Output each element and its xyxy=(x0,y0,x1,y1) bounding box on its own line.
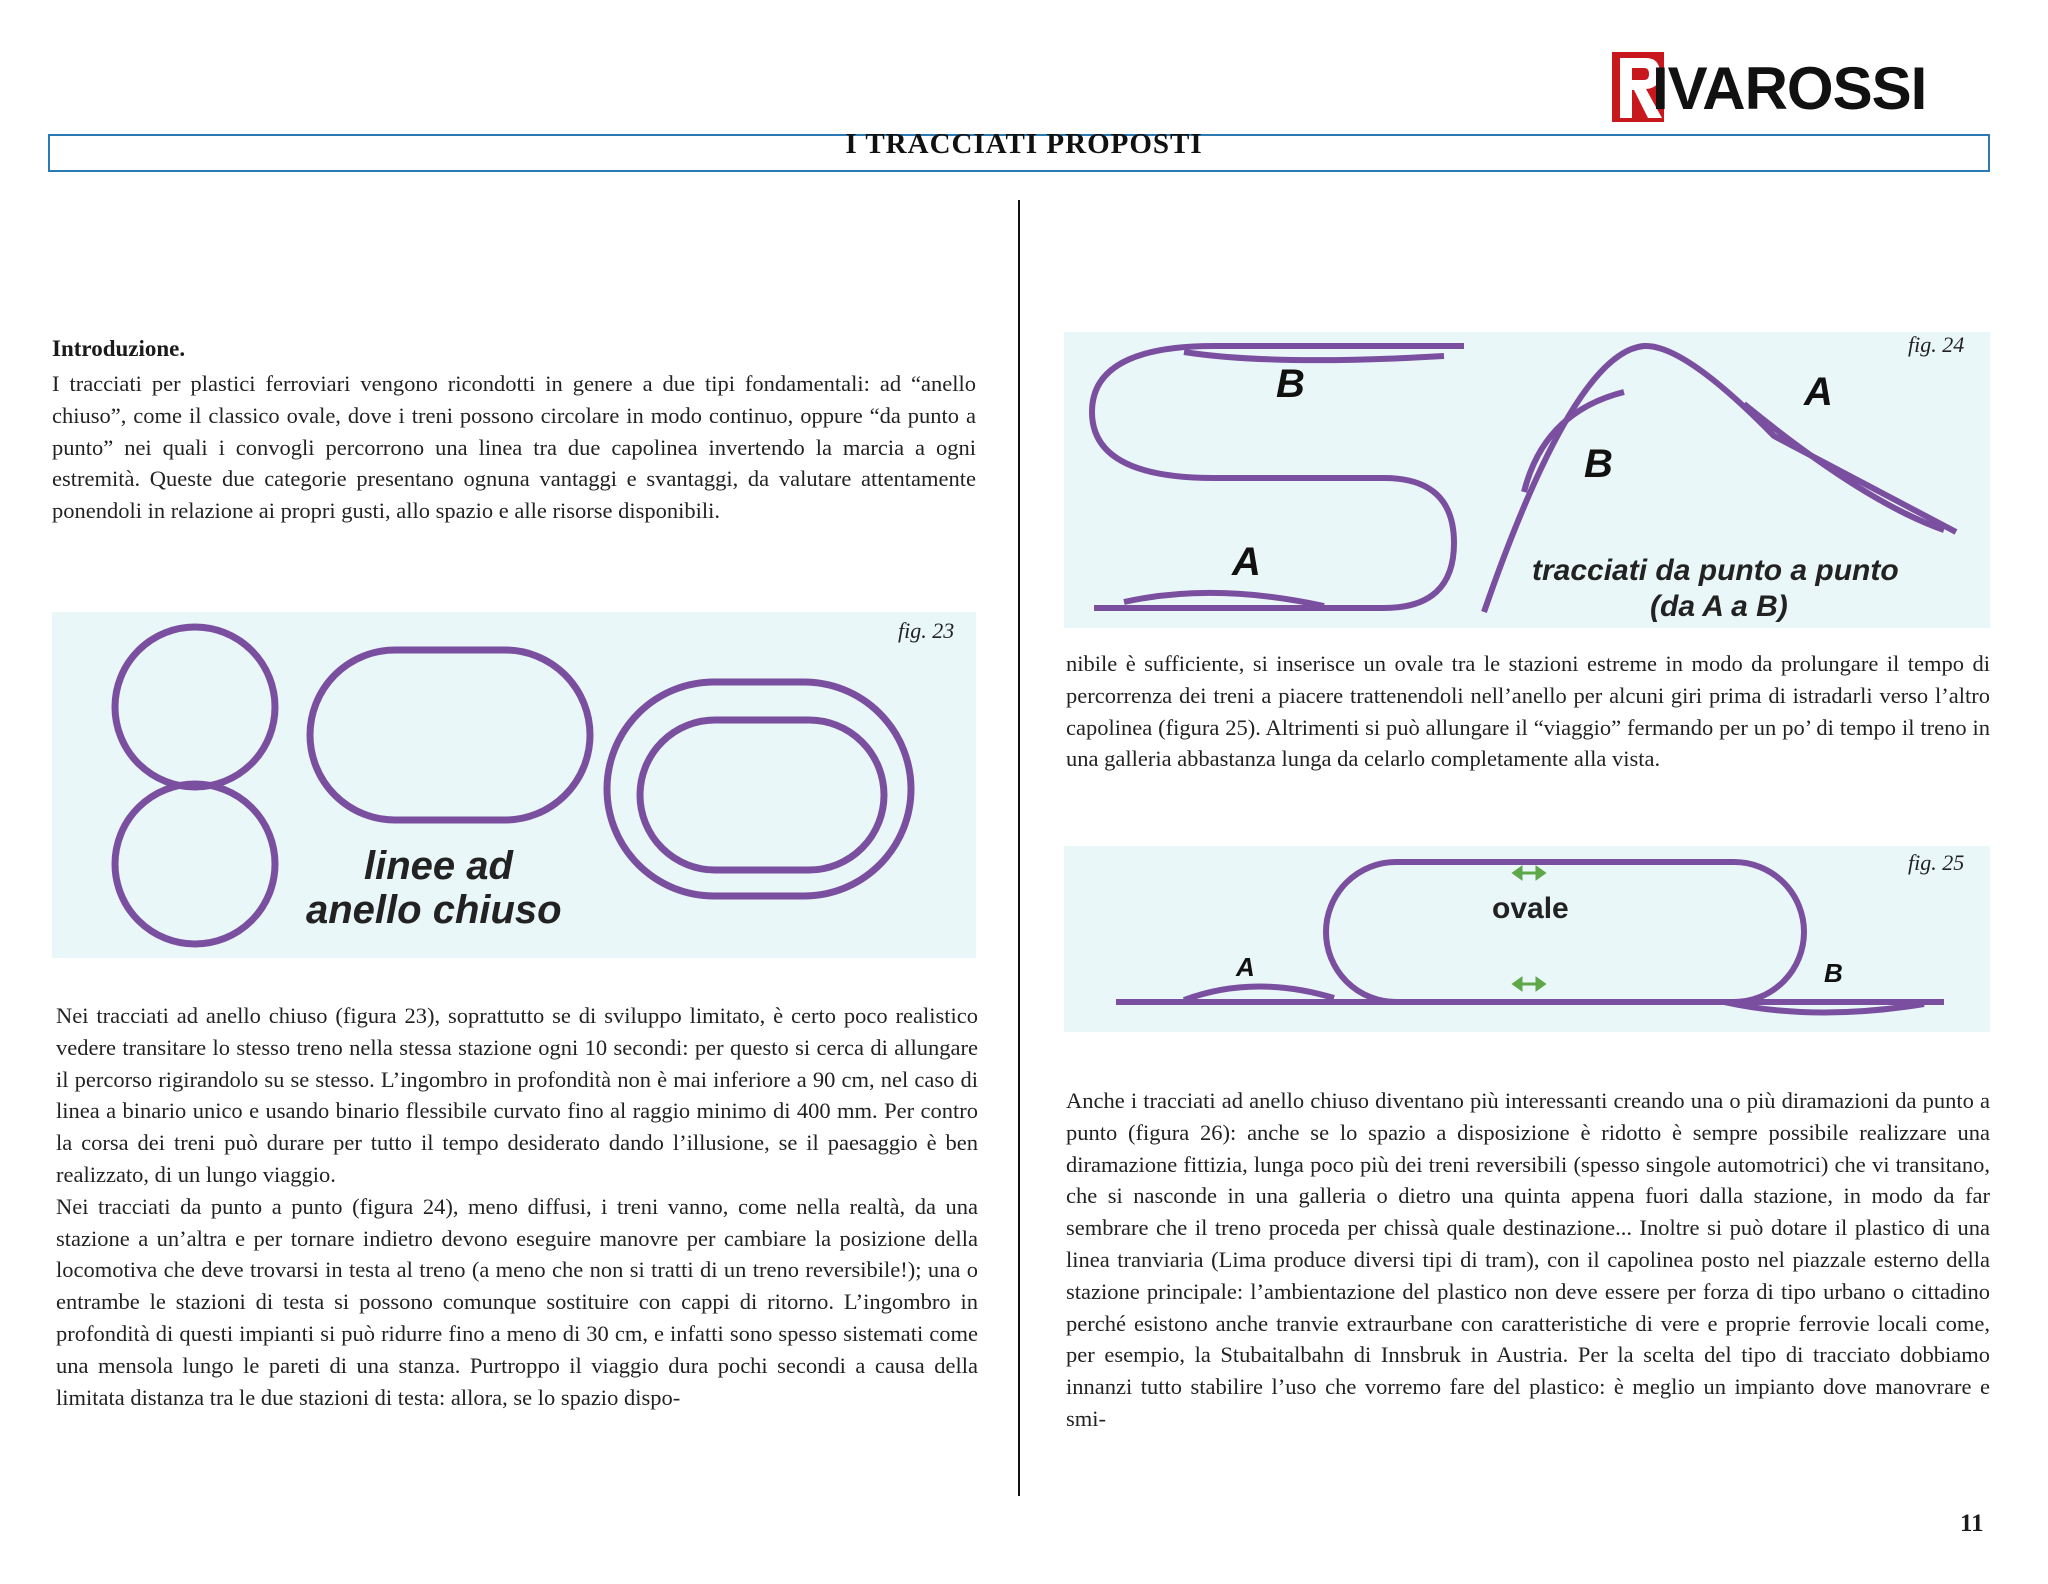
figure-eight-top-loop xyxy=(115,627,275,787)
figure-24 xyxy=(1064,332,1990,628)
intro-text: I tracciati per plastici ferroviari vengono ricondotti in genere a due tipi fondamentali: ad “anello chiuso”, come il classico ovale, dove i treni possono circolare in modo continuo, oppure “da punto a punto” nei quali i convogli percorrono una linea tra due capolinea invertendo la marcia a ogni estremità. Queste due categorie presentano ognuna vantaggi e svantaggi, da valutare attentamente ponendoli in relazione ai propri gusti, allo spazio e alle risorse disponibili. xyxy=(52,371,976,524)
figure-24-letter-a-right: A xyxy=(1804,370,1833,414)
figure-24-caption-line2: (da A a B) xyxy=(1650,590,1788,623)
page-number: 11 xyxy=(1960,1510,1984,1537)
right-paragraph-2: Anche i tracciati ad anello chiuso diventano più interessanti creando una o più diramazioni da punto a punto (figura 26): anche se lo spazio a disposizione è ridotto è sempre possibile realizzare una diramazione fittizia, lunga poco più dei treni reversibili (spesso singole automotrici) che vi transitano, che si nasconde in una galleria o dietro una quinta appena fuori dalla stazione, in modo da far sembrare che il treno proceda per chissà quale destinazione... Inoltre si può dotare il plastico di una linea tranviaria (Lima produce diversi tipi di tram), con il capolinea posto nel piazzale esterno della stazione principale: l’ambientazione del plastico non deve essere per forza di tipo urbano o cittadino perché esistono anche tranvie extraurbane con caratteristiche di vere e proprie ferrovie locali come, per esempio, la Stubaitalbahn di Innsbruk in Austria. Per la scelta del tipo di tracciato dobbiamo innanzi tutto stabilire l’uso che vorremo fare del plastico: è meglio un impianto dove manovrare e smi- xyxy=(1066,1088,1990,1431)
oval-track xyxy=(310,650,590,820)
figure-24-caption-line1: tracciati da punto a punto xyxy=(1532,554,1899,587)
figure-23-caption-line2: anello chiuso xyxy=(306,888,562,932)
figure-25 xyxy=(1064,846,1990,1032)
figure-25-letter-a: A xyxy=(1236,952,1255,982)
figure-24-label: fig. 24 xyxy=(1908,332,1965,357)
right-body-text-2 xyxy=(1066,1085,1990,1435)
left-paragraph-2: Nei tracciati da punto a punto (figura 24), meno diffusi, i treni vanno, come nella realtà, da una stazione a un’altra e per tornare indietro devono eseguire manovre per cambiare la posizione della locomotiva che deve trovarsi in testa al treno (a meno che non si tratti di un treno reversibile!); una o entrambe le stazioni di testa si possono comunque sostituire con cappi di ritorno. L’ingombro in profondità di questi impianti si può ridurre fino a meno di 30 cm, e infatti sono spesso sistemati come una mensola lungo le pareti di una stanza. Purtroppo il viaggio dura pochi secondi a causa della limitata distanza tra le due stazioni di testa: allora, se lo spazio dispo- xyxy=(56,1193,978,1410)
left-body-text xyxy=(56,1000,978,1413)
page-title: I TRACCIATI PROPOSTI xyxy=(845,128,1203,160)
figure-25-label: fig. 25 xyxy=(1908,850,1965,875)
s-track-siding-b xyxy=(1184,352,1444,360)
s-track-siding-a xyxy=(1124,593,1324,606)
figure-23-label: fig. 23 xyxy=(898,618,955,643)
column-divider xyxy=(1018,200,1020,1496)
oval-loop-track xyxy=(1326,862,1804,1002)
oval-between-stations-diagram xyxy=(1064,846,1990,1032)
intro-heading: Introduzione. xyxy=(52,336,186,361)
brand-name: IVAROSSI xyxy=(1652,55,1927,122)
inner-spiral-loop xyxy=(640,720,884,870)
figure-23-caption-line1: linee ad xyxy=(364,844,513,888)
left-paragraph-1: Nei tracciati ad anello chiuso (figura 23), soprattutto se di sviluppo limitato, è certo poco realistico vedere transitare lo stesso treno nella stessa stazione ogni 10 secondi: per questo si cerca di allungare il percorso rigirandolo su se stesso. L’ingombro in profondità non è mai inferiore a 90 cm, nel caso di linea a binario unico e usando binario flessibile curvato fino al raggio minimo di 400 mm. Per contro la corsa dei treni può durare per tutto il tempo desiderato dando l’illusione, se il paesaggio è ben realizzato, di un lungo viaggio. xyxy=(56,1003,978,1187)
outer-spiral-loop xyxy=(607,682,911,896)
figure-eight-bottom-loop xyxy=(115,784,275,944)
right-body-text-1 xyxy=(1066,648,1990,775)
figure-24-letter-b-top: B xyxy=(1276,362,1305,406)
right-paragraph-1: nibile è sufficiente, si inserisce un ovale tra le stazioni estreme in modo da prolungare il tempo di percorrenza dei treni a piacere trattenendoli nell’anello per alcuni giri prima di istradarli verso l’altro capolinea (figura 25). Altrimenti si può allungare il “viaggio” fermando per un po’ di tempo il treno in una galleria abbastanza lunga da celarlo completamente alla vista. xyxy=(1066,651,1990,772)
figure-25-caption: ovale xyxy=(1492,892,1569,925)
figure-24-letter-a-bottom: A xyxy=(1232,540,1261,584)
siding-a xyxy=(1184,986,1334,1000)
figure-25-letter-b: B xyxy=(1824,958,1843,988)
figure-24-letter-b-mid: B xyxy=(1584,442,1613,486)
intro-paragraph xyxy=(52,368,976,527)
figure-23 xyxy=(52,612,976,958)
